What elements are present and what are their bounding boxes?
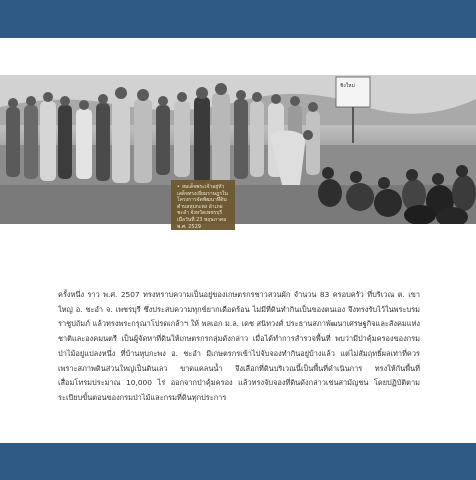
body-paragraph: ครั้งหนึ่ง ราว พ.ศ. 2507 ทรงทราบความเป็นอยู่ของเกษตรกรชาวสวนผัก จำนวน 83 ครอบครัว ที่บริเวณ ต. เขาใหญ่ อ. ชะอำ จ. เพชรบุรี ซึ่งประสบความทุกข์ยากเดือดร้อน ไม่มีที่ดินทำกินเป็นของตนเอง จึงทรงรับไว้ในพระบรมราชูปถัมภ์ แล้วทรงพระกรุณาโปรดเกล้าฯ ให้ พลเอก ม.ล. เดช สนิทวงศ์ ประธานสภาพัฒนาเศรษฐกิจและสังคมแห่งชาติและองคมนตรี เป็นผู้จัดหาที่ดินให้เกษตรกรกลุ่มดังกล่าว เมื่อได้ทำการสำรวจพื้นที่ พบว่ามีป่าคุ้มครองของกรมป่าไม้อยู่แปลงหนึ่ง ที่บ้านหุบกะพง อ. ชะอำ มีเกษตรกรเข้าไปจับจองทำกินอยู่บ้างแล้ว แต่ไม่สัมฤทธิ์ผลเท่าที่ควร เพราะสภาพดินส่วนใหญ่เป็นดินเลว ขาดแคลนน้ำ จึงเลือกที่ดินบริเวณนี้เป็นพื้นที่ดำเนินการ ทรงให้กันพื้นที่เสื่อมโทรมประมาณ 10,000 ไร่ ออกจากป่าคุ้มครอง แล้วทรงจับจองที่ดินดังกล่าวเช่นสามัญชน โดยปฏิบัติตามระเบียบขั้นตอนของกรมป่าไม้และกรมที่ดินทุกประการ	[58, 290, 420, 402]
sign-text: ชิงใหม่	[340, 83, 355, 89]
photo-caption	[171, 180, 235, 230]
photo-illustration	[0, 75, 476, 224]
caption-bullet: •	[177, 184, 180, 190]
historical-photo	[0, 75, 476, 224]
top-header-band	[0, 0, 476, 38]
caption-text: สมเด็จพระเจ้าอยู่หัว เสด็จทรงเยี่ยมราษฎรในโครงการจัดพัฒนาที่ดิน ตำบลหุบกะพง อำเภอชะอำ จังหวัดเพชรบุรี เมื่อวันที่ 23 พฤษภาคม พ.ศ. 2529	[177, 184, 228, 230]
bottom-footer-band	[0, 443, 476, 480]
